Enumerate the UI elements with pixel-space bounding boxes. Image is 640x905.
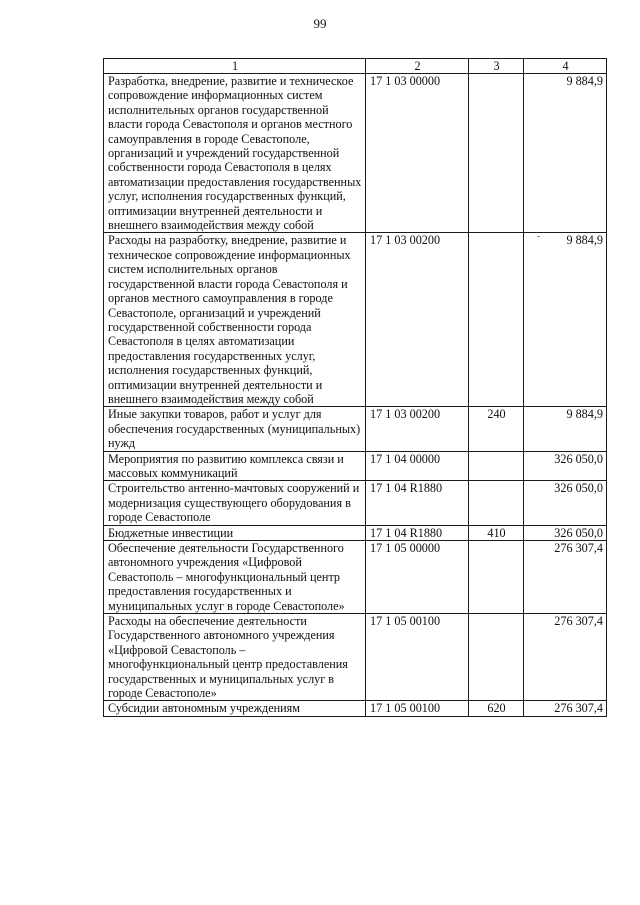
table-row — [104, 481, 607, 525]
row-name: Расходы на разработку, внедрение, развитие и техническое сопровождение информационных систем исполнительных органов государственной власти города Севастополя и органов местного самоуправления в городе Севастополе, организаций и учреждений государственной собственности города Севастополя в целях автоматизации предоставления государственных услуг, исполнения государственных функций, оптимизации внутренней деятельности и внешнего взаимодействия между собой — [104, 233, 366, 407]
table-row — [104, 74, 607, 233]
row-amount: 9 884,9 — [524, 407, 607, 451]
column-header-2: 2 — [366, 59, 469, 74]
row-amount: 326 050,0 — [524, 481, 607, 525]
row-code: 17 1 05 00000 — [366, 541, 469, 614]
row-amount: 276 307,4 — [524, 541, 607, 614]
row-expense-type — [469, 481, 524, 525]
row-name: Иные закупки товаров, работ и услуг для обеспечения государственных (муниципальных) нужд — [104, 407, 366, 451]
row-expense-type — [469, 541, 524, 614]
row-code: 17 1 05 00100 — [366, 701, 469, 716]
row-amount: 9 884,9 — [524, 233, 607, 407]
row-expense-type: 410 — [469, 525, 524, 540]
row-name: Расходы на обеспечение деятельности Государственного автономного учреждения «Цифровой Севастополь – многофункциональный центр предоставления государственных и муниципальных услуг в городе Севастополе» — [104, 614, 366, 701]
row-code: 17 1 03 00200 — [366, 233, 469, 407]
table-row — [104, 525, 607, 540]
row-code: 17 1 04 R1880 — [366, 481, 469, 525]
table-row — [104, 451, 607, 481]
table-row — [104, 541, 607, 614]
row-name: Обеспечение деятельности Государственного автономного учреждения «Цифровой Севастополь – многофункциональный центр предоставления государственных и муниципальных услуг в городе Севастополе» — [104, 541, 366, 614]
row-expense-type — [469, 74, 524, 233]
row-expense-type: 620 — [469, 701, 524, 716]
column-header-3: 3 — [469, 59, 524, 74]
row-amount: 276 307,4 — [524, 701, 607, 716]
row-code: 17 1 04 00000 — [366, 451, 469, 481]
table-row — [104, 407, 607, 451]
row-name: Мероприятия по развитию комплекса связи и массовых коммуникаций — [104, 451, 366, 481]
row-code: 17 1 03 00000 — [366, 74, 469, 233]
row-expense-type: 240 — [469, 407, 524, 451]
row-name: Бюджетные инвестиции — [104, 525, 366, 540]
column-header-4: 4 — [524, 59, 607, 74]
row-amount: 326 050,0 — [524, 525, 607, 540]
budget-table — [103, 58, 607, 717]
row-expense-type — [469, 233, 524, 407]
row-name: Строительство антенно-мачтовых сооружений и модернизация существующего оборудования в городе Севастополе — [104, 481, 366, 525]
table-row — [104, 701, 607, 716]
scan-mark — [537, 236, 540, 237]
table-row — [104, 233, 607, 407]
row-amount: 9 884,9 — [524, 74, 607, 233]
row-code: 17 1 05 00100 — [366, 614, 469, 701]
column-header-1: 1 — [104, 59, 366, 74]
row-amount: 326 050,0 — [524, 451, 607, 481]
header-row — [104, 59, 607, 74]
row-expense-type — [469, 451, 524, 481]
row-code: 17 1 04 R1880 — [366, 525, 469, 540]
table-row — [104, 614, 607, 701]
row-expense-type — [469, 614, 524, 701]
row-amount: 276 307,4 — [524, 614, 607, 701]
row-name: Субсидии автономным учреждениям — [104, 701, 366, 716]
row-name: Разработка, внедрение, развитие и техническое сопровождение информационных систем исполнительных органов государственной власти города Севастополя и органов местного самоуправления в городе Севастополе, организаций и учреждений государственной собственности города Севастополя в целях автоматизации предоставления государственных услуг, исполнения государственных функций, оптимизации внутренней деятельности и внешнего взаимодействия между собой — [104, 74, 366, 233]
row-code: 17 1 03 00200 — [366, 407, 469, 451]
page-number: 99 — [313, 16, 327, 31]
